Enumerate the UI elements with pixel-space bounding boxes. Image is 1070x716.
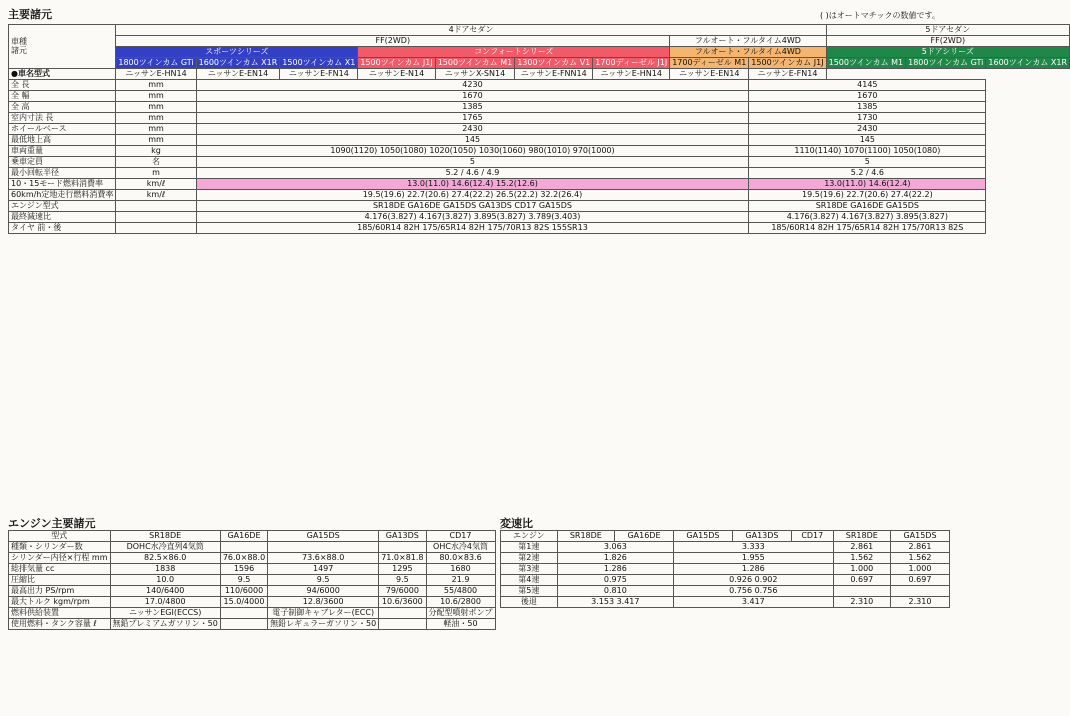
- spec-row-unit: km/ℓ: [116, 190, 196, 201]
- spec-row-label: 車両重量: [9, 146, 116, 157]
- gear-value-cell: 1.562: [833, 553, 890, 564]
- gear-label-cell: 後退: [501, 597, 558, 608]
- model-grade-cell: 1500ツインカム X1: [280, 58, 358, 69]
- engine-row: [9, 597, 496, 608]
- sports-series: スポーツシリーズ: [116, 47, 358, 58]
- engine-value-cell: 電子制御キャブレター(ECC): [268, 608, 379, 619]
- gear-row: [501, 564, 950, 575]
- spec-row-sedan4-value: 4.176(3.827) 4.167(3.827) 3.895(3.827) 3.789(3.403): [196, 212, 749, 223]
- engine-value-cell: 110/6000: [220, 586, 267, 597]
- gear-label-cell: 第1速: [501, 542, 558, 553]
- engine-row: [9, 575, 496, 586]
- gear-header-cell: GA13DS: [732, 531, 791, 542]
- spec-row-sedan4-value: 1385: [196, 102, 749, 113]
- spec-row-unit: mm: [116, 124, 196, 135]
- engine-value-cell: 80.0×83.6: [426, 553, 495, 564]
- spec-row-sedan5-value: 1110(1140) 1070(1100) 1050(1080): [749, 146, 986, 157]
- spec-row-unit: [116, 223, 196, 234]
- model-grade-cell: 1600ツインカム X1R: [986, 58, 1070, 69]
- spec-row-sedan5-value: SR18DE GA16DE GA15DS: [749, 201, 986, 212]
- spec-row-unit: m: [116, 168, 196, 179]
- spec-row-unit: mm: [116, 113, 196, 124]
- engine-value-cell: 140/6400: [110, 586, 220, 597]
- model-code-cell: ニッサンX-SN14: [435, 69, 515, 80]
- engine-label-cell: 燃料供給装置: [9, 608, 111, 619]
- model-grade-cell: 1500ツインカム J1J: [749, 58, 826, 69]
- gear-row: [501, 586, 950, 597]
- spec-row-sedan5-value: 5.2 / 4.6: [749, 168, 986, 179]
- model-code-cell: ニッサンE-FN14: [749, 69, 826, 80]
- engine-value-cell: 無鉛レギュラーガソリン・50: [268, 619, 379, 630]
- spec-row-sedan4-value: 19.5(19.6) 22.7(20.6) 27.4(22.2) 26.5(22.2) 32.2(26.4): [196, 190, 749, 201]
- gear-value-cell: 1.562: [890, 553, 949, 564]
- engine-row: [9, 553, 496, 564]
- spec-row-label: エンジン型式: [9, 201, 116, 212]
- model-code-cell: ニッサンE-EN14: [196, 69, 280, 80]
- model-grade-cell: 1800ツインカム GTi: [906, 58, 986, 69]
- spec-row: [9, 102, 1070, 113]
- spec-row-label: 60km/h定地走行燃料消費率: [9, 190, 116, 201]
- engine-value-cell: 76.0×88.0: [220, 553, 267, 564]
- gear-value-cell: 3.333: [673, 542, 833, 553]
- engine-value-cell: [220, 542, 267, 553]
- engine-value-cell: 9.5: [220, 575, 267, 586]
- gear-value-cell: 3.153 3.417: [557, 597, 673, 608]
- engine-row: [9, 564, 496, 575]
- engine-value-cell: 軽油・50: [426, 619, 495, 630]
- model-code-cell: ニッサンE-N14: [358, 69, 435, 80]
- engine-value-cell: 79/6000: [379, 586, 426, 597]
- spec-row-label: 最低地上高: [9, 135, 116, 146]
- spec-row-unit: mm: [116, 102, 196, 113]
- spec-row-unit: [116, 201, 196, 212]
- model-code-cell: ニッサンE-HN14: [116, 69, 196, 80]
- gear-value-cell: 2.310: [890, 597, 949, 608]
- engine-value-cell: 1680: [426, 564, 495, 575]
- spec-row-sedan5-value: 2430: [749, 124, 986, 135]
- spec-header-cell: 車種 諸元: [9, 25, 116, 69]
- spec-row-sedan5-value: 19.5(19.6) 22.7(20.6) 27.4(22.2): [749, 190, 986, 201]
- gear-ratio-title: 変速比: [500, 517, 533, 530]
- spec-row: [9, 223, 1070, 234]
- gear-value-cell: 1.286: [557, 564, 673, 575]
- spec-row-sedan5-value: 185/60R14 82H 175/65R14 82H 175/70R13 82S: [749, 223, 986, 234]
- engine-spec-table: [8, 530, 496, 630]
- engine-row: [9, 619, 496, 630]
- spec-row-label: 10・15モード燃料消費率: [9, 179, 116, 190]
- spec-row-label: 乗車定員: [9, 157, 116, 168]
- engine-value-cell: [220, 608, 267, 619]
- engine-row: [9, 586, 496, 597]
- engine-row: [9, 608, 496, 619]
- spec-row-label: ホイールベース: [9, 124, 116, 135]
- gear-value-cell: 0.756 0.756: [673, 586, 833, 597]
- comfort-series: コンフォートシリーズ: [358, 47, 670, 58]
- spec-row: [9, 135, 1070, 146]
- engine-value-cell: 9.5: [379, 575, 426, 586]
- engine-header-cell: 型式: [9, 531, 111, 542]
- spec-row-sedan5-value: 1670: [749, 91, 986, 102]
- model-grade-cell: 1700ディーゼル M1: [670, 58, 749, 69]
- gear-row: [501, 597, 950, 608]
- spec-row: [9, 157, 1070, 168]
- ff5-header: FF(2WD): [826, 36, 1069, 47]
- spec-row-label: 室内寸法 長: [9, 113, 116, 124]
- model-code-label: ●車名型式: [9, 69, 116, 80]
- engine-value-cell: 1497: [268, 564, 379, 575]
- engine-value-cell: 1838: [110, 564, 220, 575]
- engine-value-cell: 9.5: [268, 575, 379, 586]
- gear-value-cell: 1.286: [673, 564, 833, 575]
- engine-value-cell: 分配型噴射ポンプ: [426, 608, 495, 619]
- engine-header-cell: SR18DE: [110, 531, 220, 542]
- engine-label-cell: 圧縮比: [9, 575, 111, 586]
- gear-value-cell: 1.955: [673, 553, 833, 564]
- engine-value-cell: [268, 542, 379, 553]
- spec-row-sedan4-value: 1090(1120) 1050(1080) 1020(1050) 1030(1060) 980(1010) 970(1000): [196, 146, 749, 157]
- gear-header-cell: SR18DE: [833, 531, 890, 542]
- engine-value-cell: 94/6000: [268, 586, 379, 597]
- spec-row-sedan5-value: 4.176(3.827) 4.167(3.827) 3.895(3.827): [749, 212, 986, 223]
- gear-label-cell: 第2速: [501, 553, 558, 564]
- engine-value-cell: [220, 619, 267, 630]
- spec-row-sedan5-value: 145: [749, 135, 986, 146]
- gear-header-cell: CD17: [791, 531, 833, 542]
- gear-value-cell: 1.000: [890, 564, 949, 575]
- spec-row-sedan5-value: 13.0(11.0) 14.6(12.4): [749, 179, 986, 190]
- engine-value-cell: 無鉛プレミアムガソリン・50: [110, 619, 220, 630]
- spec-row: [9, 190, 1070, 201]
- gear-value-cell: 1.000: [833, 564, 890, 575]
- engine-row: [9, 542, 496, 553]
- spec-row-sedan4-value: 13.0(11.0) 14.6(12.4) 15.2(12.6): [196, 179, 749, 190]
- spec-row: [9, 80, 1070, 91]
- engine-value-cell: 55/4800: [426, 586, 495, 597]
- spec-row: [9, 124, 1070, 135]
- spec-row-sedan5-value: 4145: [749, 80, 986, 91]
- gear-header-cell: GA16DE: [615, 531, 674, 542]
- spec-row-sedan5-value: 1385: [749, 102, 986, 113]
- spec-row-unit: km/ℓ: [116, 179, 196, 190]
- engine-value-cell: 73.6×88.0: [268, 553, 379, 564]
- spec-row-label: 全 幅: [9, 91, 116, 102]
- main-spec-title: 主要諸元: [8, 8, 52, 21]
- spec-row-sedan4-value: 185/60R14 82H 175/65R14 82H 175/70R13 82S 155SR13: [196, 223, 749, 234]
- engine-value-cell: 82.5×86.0: [110, 553, 220, 564]
- engine-value-cell: 21.9: [426, 575, 495, 586]
- spec-row-sedan4-value: 4230: [196, 80, 749, 91]
- spec-row-label: 最小回転半径: [9, 168, 116, 179]
- spec-row-label: タイヤ 前・後: [9, 223, 116, 234]
- spec-row-label: 全 高: [9, 102, 116, 113]
- spec-row-sedan5-value: 5: [749, 157, 986, 168]
- spec-row-sedan4-value: 5: [196, 157, 749, 168]
- engine-value-cell: 10.0: [110, 575, 220, 586]
- engine-label-cell: シリンダー内径×行程 mm: [9, 553, 111, 564]
- model-code-cell: ニッサンE-HN14: [593, 69, 670, 80]
- spec-row: [9, 168, 1070, 179]
- engine-value-cell: 17.0/4800: [110, 597, 220, 608]
- engine-value-cell: 10.6/3600: [379, 597, 426, 608]
- gear-value-cell: 0.697: [890, 575, 949, 586]
- gear-row: [501, 575, 950, 586]
- spec-row: [9, 113, 1070, 124]
- engine-value-cell: 71.0×81.8: [379, 553, 426, 564]
- spec-row-sedan4-value: 145: [196, 135, 749, 146]
- engine-value-cell: [379, 608, 426, 619]
- spec-row-sedan4-value: 1670: [196, 91, 749, 102]
- engine-label-cell: 最大トルク kgm/rpm: [9, 597, 111, 608]
- gear-header-cell: GA15DS: [673, 531, 732, 542]
- gear-value-cell: 2.310: [833, 597, 890, 608]
- gear-label-cell: 第3速: [501, 564, 558, 575]
- engine-value-cell: 12.8/3600: [268, 597, 379, 608]
- fulltime-header: フルオート・フルタイム4WD: [670, 36, 826, 47]
- spec-row-sedan4-value: 1765: [196, 113, 749, 124]
- model-grade-cell: 1700ディーゼル J1J: [593, 58, 670, 69]
- gear-ratio-table: [500, 530, 950, 608]
- gear-value-cell: 0.975: [557, 575, 673, 586]
- gear-value-cell: 1.826: [557, 553, 673, 564]
- ff-header: FF(2WD): [116, 36, 670, 47]
- model-grade-cell: 1500ツインカム J1J: [358, 58, 435, 69]
- engine-value-cell: 1295: [379, 564, 426, 575]
- gear-label-cell: 第5速: [501, 586, 558, 597]
- gear-value-cell: [890, 586, 949, 597]
- engine-header-cell: CD17: [426, 531, 495, 542]
- engine-value-cell: OHC水冷4気筒: [426, 542, 495, 553]
- gear-label-cell: 第4速: [501, 575, 558, 586]
- engine-value-cell: 15.0/4000: [220, 597, 267, 608]
- engine-header-cell: GA15DS: [268, 531, 379, 542]
- spec-row-label: 最終減速比: [9, 212, 116, 223]
- spec-row: [9, 91, 1070, 102]
- gear-value-cell: 0.810: [557, 586, 673, 597]
- model-grade-cell: 1500ツインカム M1: [435, 58, 515, 69]
- engine-value-cell: 10.6/2800: [426, 597, 495, 608]
- engine-header-cell: GA13DS: [379, 531, 426, 542]
- gear-value-cell: 0.697: [833, 575, 890, 586]
- gear-value-cell: 3.063: [557, 542, 673, 553]
- gear-header-cell: SR18DE: [557, 531, 614, 542]
- spec-row: [9, 179, 1070, 190]
- main-spec-table: [8, 24, 1070, 234]
- gear-header-cell: GA15DS: [890, 531, 949, 542]
- spec-row: [9, 201, 1070, 212]
- spec-row-sedan4-value: 5.2 / 4.6 / 4.9: [196, 168, 749, 179]
- engine-label-cell: 種類・シリンダー数: [9, 542, 111, 553]
- engine-label-cell: 総排気量 cc: [9, 564, 111, 575]
- engine-value-cell: ニッサンEGI(ECCS): [110, 608, 220, 619]
- spec-row-unit: kg: [116, 146, 196, 157]
- engine-value-cell: DOHC水冷直列4気筒: [110, 542, 220, 553]
- model-code-cell: ニッサンE-FN14: [280, 69, 358, 80]
- engine-value-cell: 1596: [220, 564, 267, 575]
- engine-spec-title: エンジン主要諸元: [8, 517, 96, 530]
- spec-row: [9, 146, 1070, 157]
- spec-row-unit: mm: [116, 80, 196, 91]
- spec-row: [9, 212, 1070, 223]
- sedan5-header: 5ドアセダン: [826, 25, 1069, 36]
- spec-row-sedan5-value: 1730: [749, 113, 986, 124]
- engine-value-cell: [379, 619, 426, 630]
- engine-value-cell: [379, 542, 426, 553]
- engine-header-cell: GA16DE: [220, 531, 267, 542]
- model-grade-cell: 1500ツインカム M1: [826, 58, 906, 69]
- gear-value-cell: 0.926 0.902: [673, 575, 833, 586]
- engine-label-cell: 使用燃料・タンク容量 ℓ: [9, 619, 111, 630]
- model-code-cell: ニッサンE-EN14: [670, 69, 749, 80]
- automatic-note: ( )はオートマチックの数値です。: [820, 11, 940, 20]
- gear-row: [501, 542, 950, 553]
- sedan4-header: 4ドアセダン: [116, 25, 826, 36]
- gear-value-cell: 2.861: [833, 542, 890, 553]
- gear-header-cell: エンジン: [501, 531, 558, 542]
- gear-value-cell: 3.417: [673, 597, 833, 608]
- fulltime-series: フルオート・フルタイム4WD: [670, 47, 826, 58]
- spec-row-sedan4-value: 2430: [196, 124, 749, 135]
- spec-row-sedan4-value: SR18DE GA16DE GA15DS GA13DS CD17 GA15DS: [196, 201, 749, 212]
- model-grade-cell: 1300ツインカム V1: [515, 58, 593, 69]
- gear-row: [501, 553, 950, 564]
- engine-label-cell: 最高出力 PS/rpm: [9, 586, 111, 597]
- gear-value-cell: [833, 586, 890, 597]
- spec-row-unit: mm: [116, 135, 196, 146]
- spec-row-unit: [116, 212, 196, 223]
- five-door-series: 5ドアシリーズ: [826, 47, 1069, 58]
- model-grade-cell: 1600ツインカム X1R: [196, 58, 280, 69]
- spec-row-unit: mm: [116, 91, 196, 102]
- spec-row-unit: 名: [116, 157, 196, 168]
- spec-row-label: 全 長: [9, 80, 116, 91]
- gear-value-cell: 2.861: [890, 542, 949, 553]
- model-grade-cell: 1800ツインカム GTi: [116, 58, 196, 69]
- model-code-cell: ニッサンE-FNN14: [515, 69, 593, 80]
